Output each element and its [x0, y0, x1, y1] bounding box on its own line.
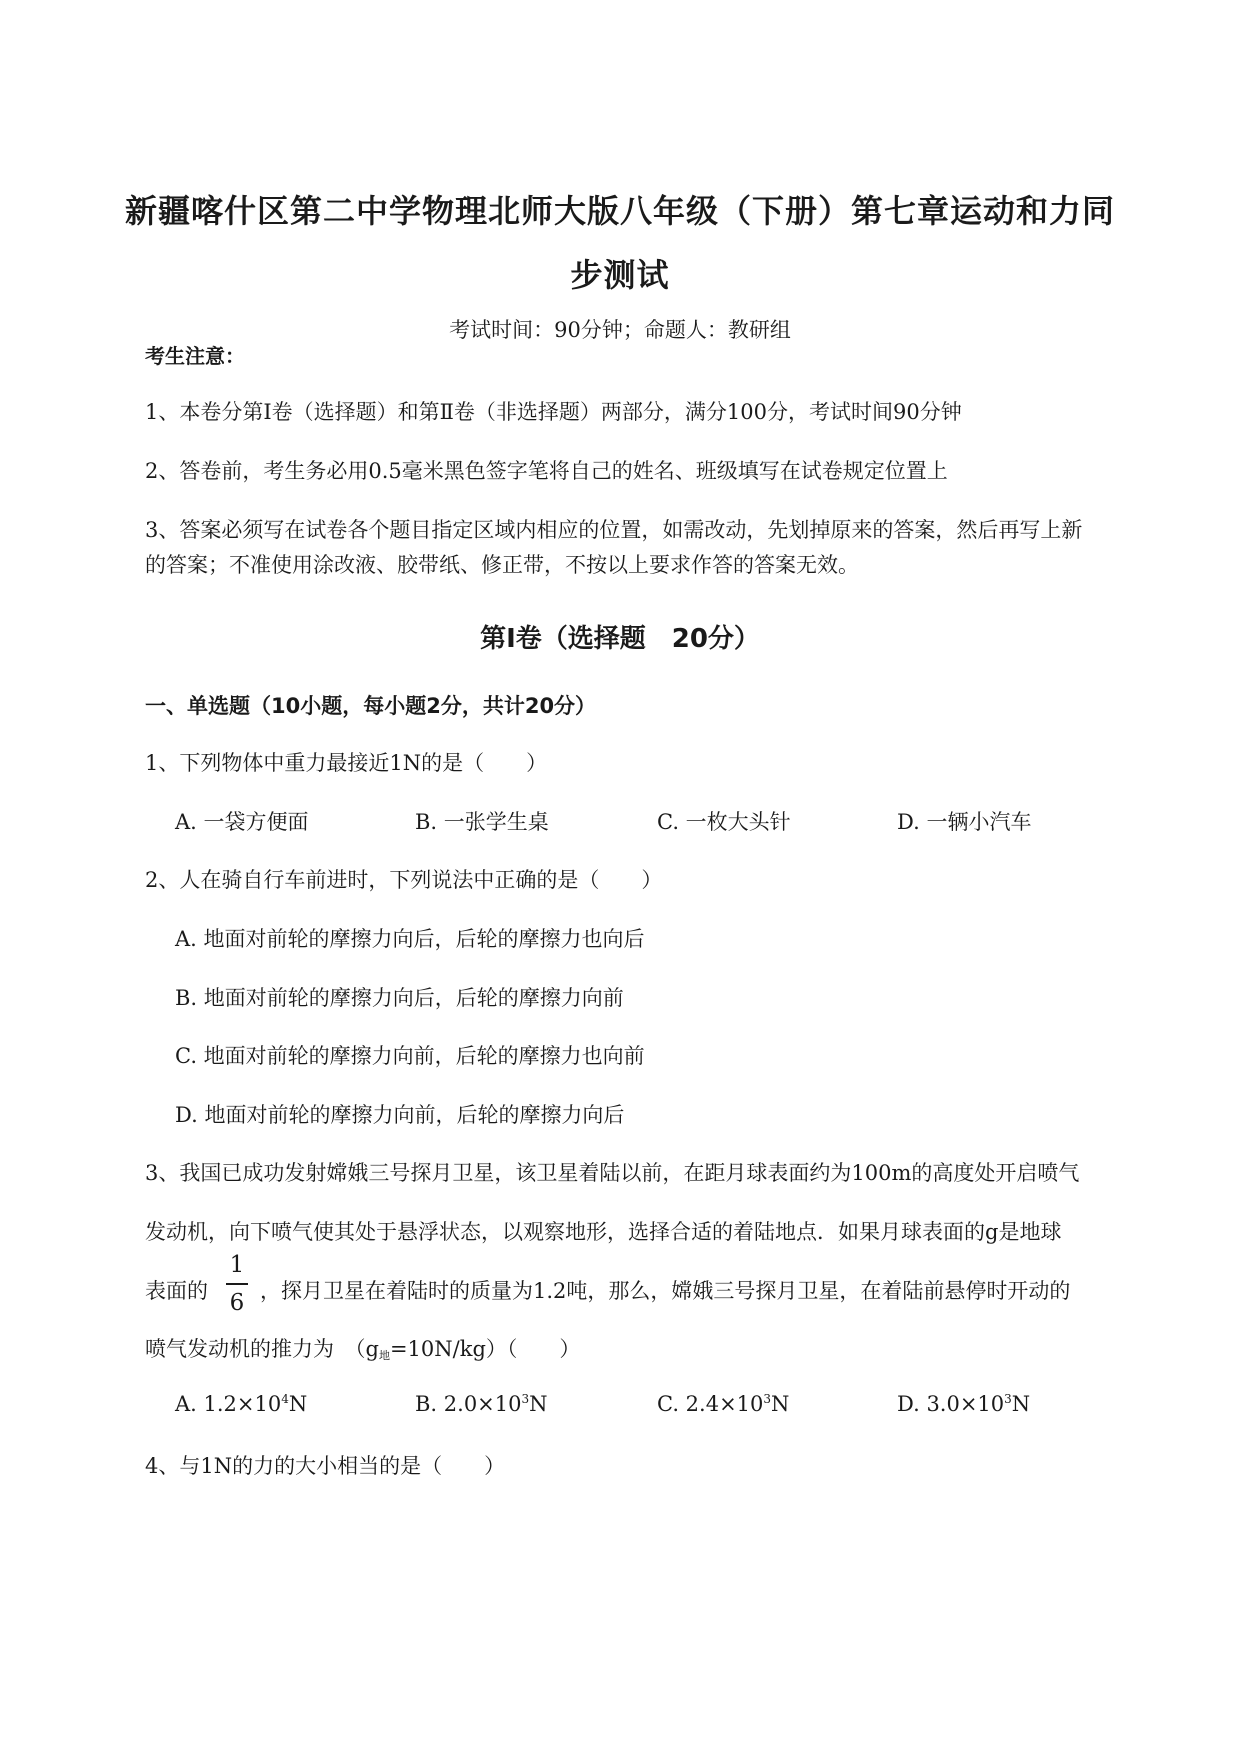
q3-option-a-exp: 4: [281, 1392, 289, 1406]
q2-option-c: C. 地面对前轮的摩擦力向前，后轮的摩擦力也向前: [175, 1044, 645, 1068]
question-3-line1: 3、我国已成功发射嫦娥三号探月卫星，该卫星着陆以前，在距月球表面约为100m的高度处开启喷气: [145, 1161, 1080, 1185]
q3-option-a-label: A. 1.2×10: [175, 1392, 282, 1416]
question-1-stem: 1、下列物体中重力最接近1N的是（ ）: [145, 751, 548, 775]
q3-option-c-exp: 3: [763, 1392, 772, 1406]
fraction-bar: [226, 1283, 248, 1285]
q3-option-d-label: D. 3.0×10: [897, 1392, 1005, 1416]
section-title: 第Ⅰ卷（选择题 20分）: [480, 624, 760, 654]
q3-option-d-unit: N: [1011, 1392, 1031, 1416]
q2-option-a: A. 地面对前轮的摩擦力向后，后轮的摩擦力也向后: [175, 927, 645, 951]
q3-line4-pre: 喷气发动机的推力为 （g: [145, 1337, 379, 1361]
q3-option-a: [175, 1392, 307, 1416]
exam-subtitle: 考试时间：90分钟；命题人：教研组: [449, 318, 791, 342]
question-3-line3-post: ，探月卫星在着陆时的质量为1.2吨，那么，嫦娥三号探月卫星，在着陆前悬停时开动的: [260, 1279, 1071, 1303]
notice-item-1: 1、本卷分第Ⅰ卷（选择题）和第Ⅱ卷（非选择题）两部分，满分100分，考试时间90分钟: [145, 400, 962, 424]
fraction-denominator: 6: [229, 1289, 245, 1316]
q3-option-c: [657, 1392, 789, 1416]
q2-option-b: B. 地面对前轮的摩擦力向后，后轮的摩擦力向前: [175, 986, 624, 1010]
q1-option-b: B. 一张学生桌: [415, 810, 549, 834]
exam-title-line1: 新疆喀什区第二中学物理北师大版八年级（下册）第七章运动和力同: [124, 192, 1115, 230]
exam-title-line2: 步测试: [570, 256, 670, 294]
question-3-line3-pre: 表面的: [145, 1279, 208, 1303]
fraction-numerator: 1: [229, 1252, 245, 1278]
q3-option-c-label: C. 2.4×10: [657, 1392, 764, 1416]
part-heading: 一、单选题（10小题，每小题2分，共计20分）: [145, 694, 597, 718]
question-4-stem: 4、与1N的力的大小相当的是（ ）: [145, 1454, 506, 1478]
q1-option-a: A. 一袋方便面: [175, 810, 309, 834]
question-2-stem: 2、人在骑自行车前进时，下列说法中正确的是（ ）: [145, 868, 663, 892]
q3-line4-post: =10N/kg）（ ）: [389, 1337, 581, 1361]
q3-option-b-exp: 3: [521, 1392, 530, 1406]
q3-option-b-unit: N: [529, 1392, 548, 1416]
q1-option-d: D. 一辆小汽车: [897, 810, 1032, 834]
notice-item-3-line2: 的答案；不准使用涂改液、胶带纸、修正带，不按以上要求作答的答案无效。: [145, 553, 859, 577]
q3-option-b: [415, 1392, 548, 1416]
q1-option-c: C. 一枚大头针: [657, 810, 791, 834]
notice-item-3-line1: 3、答案必须写在试卷各个题目指定区域内相应的位置，如需改动，先划掉原来的答案，然后再写上新: [145, 518, 1083, 542]
q3-line4-subscript: 地: [378, 1349, 390, 1362]
q2-option-d: D. 地面对前轮的摩擦力向前，后轮的摩擦力向后: [175, 1103, 625, 1127]
q3-option-a-unit: N: [288, 1392, 308, 1416]
question-3-line2: 发动机，向下喷气使其处于悬浮状态，以观察地形，选择合适的着陆地点．如果月球表面的g是地球: [145, 1220, 1062, 1244]
notice-heading: 考生注意：: [145, 344, 245, 368]
q3-option-c-unit: N: [771, 1392, 790, 1416]
question-3-line4: [145, 1333, 580, 1363]
q3-option-d-exp: 3: [1004, 1392, 1012, 1406]
q3-option-d: [897, 1392, 1030, 1416]
notice-item-2: 2、答卷前，考生务必用0.5毫米黑色签字笔将自己的姓名、班级填写在试卷规定位置上: [145, 459, 948, 483]
fraction-one-sixth: [226, 1250, 248, 1318]
q3-option-b-label: B. 2.0×10: [415, 1392, 522, 1416]
